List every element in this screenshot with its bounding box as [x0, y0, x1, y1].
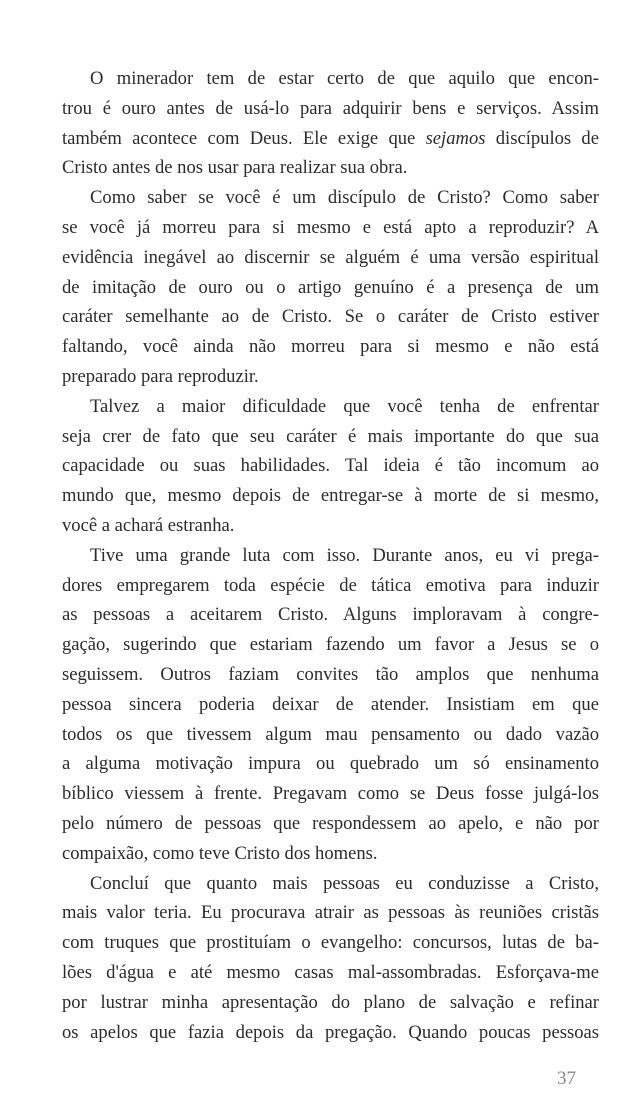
text-line: preparado para reproduzir. [62, 365, 259, 387]
text-line: de imitação de ouro ou o artigo genuíno é a presença de um [62, 276, 599, 298]
text-line: com truques que prostituíam o evangelho: concursos, lutas de ba- [62, 932, 599, 954]
text-line: O minerador tem de estar certo de que aquilo que encon- [90, 68, 599, 89]
text-line: você a achará estranha. [62, 514, 235, 536]
text-line: lões d'água e até mesmo casas mal-assombradas. Esforçava-me [62, 961, 599, 983]
text-line: seja crer de fato que seu caráter é mais importante do que sua [62, 425, 599, 447]
text-line: as pessoas a aceitarem Cristo. Alguns imploravam à congre- [62, 604, 599, 626]
text-line: Tive uma grande luta com isso. Durante anos, eu vi prega- [90, 544, 599, 566]
text-line: Concluí que quanto mais pessoas eu conduzisse a Cristo, [90, 872, 599, 894]
text-line: por lustrar minha apresentação do plano de salvação e refinar [62, 991, 599, 1013]
text-line: mundo que, mesmo depois de entregar-se à morte de si mesmo, [62, 485, 599, 507]
text-line: os apelos que fazia depois da pregação. Quando poucas pessoas [62, 1021, 599, 1043]
paragraph [62, 64, 599, 183]
text-line: seguissem. Outros faziam convites tão amplos que nenhuma [62, 663, 599, 685]
text-line: Cristo antes de nos usar para realizar sua obra. [62, 157, 408, 179]
paragraph [62, 541, 599, 869]
text-line: capacidade ou suas habilidades. Tal ideia é tão incomum ao [62, 455, 599, 477]
paragraph [62, 392, 599, 541]
page-number: 37 [557, 1068, 576, 1089]
body-text [62, 64, 599, 1047]
text-line: mais valor teria. Eu procurava atrair as pessoas às reuniões cristãs [62, 902, 599, 924]
text-line: dores empregarem toda espécie de tática emotiva para induzir [62, 574, 599, 596]
text-line: se você já morreu para si mesmo e está apto a reproduzir? A [62, 216, 599, 238]
text-line: todos os que tivessem algum mau pensamento ou dado vazão [62, 723, 599, 745]
text-line [62, 124, 599, 154]
text-line: compaixão, como teve Cristo dos homens. [62, 842, 378, 864]
text-line: evidência inegável ao discernir se alguém é uma versão espiritual [62, 246, 599, 268]
text-line: caráter semelhante ao de Cristo. Se o caráter de Cristo estiver [62, 306, 599, 328]
text-line: gação, sugerindo que estariam fazendo um favor a Jesus se o [62, 634, 599, 656]
text-line: bíblico viessem à frente. Pregavam como se Deus fosse julgá-los [62, 783, 599, 805]
text-line: Como saber se você é um discípulo de Cristo? Como saber [90, 187, 599, 209]
text-line: pelo número de pessoas que respondessem ao apelo, e não por [62, 812, 599, 834]
text-run: também acontece com Deus. Ele exige que [62, 127, 426, 149]
paragraph [62, 183, 599, 392]
text-line: a alguma motivação impura ou quebrado um só ensinamento [62, 753, 599, 775]
text-line: faltando, você ainda não morreu para si mesmo e não está [62, 336, 599, 358]
italic-word: sejamos [425, 127, 486, 149]
text-line: Talvez a maior dificuldade que você tenha de enfrentar [90, 395, 599, 417]
paragraph [62, 869, 599, 1048]
text-line: pessoa sincera poderia deixar de atender. Insistiam em que [62, 693, 599, 715]
text-line: trou é ouro antes de usá-lo para adquirir bens e serviços. Assim [62, 97, 599, 119]
text-run: discípulos de [485, 127, 599, 149]
